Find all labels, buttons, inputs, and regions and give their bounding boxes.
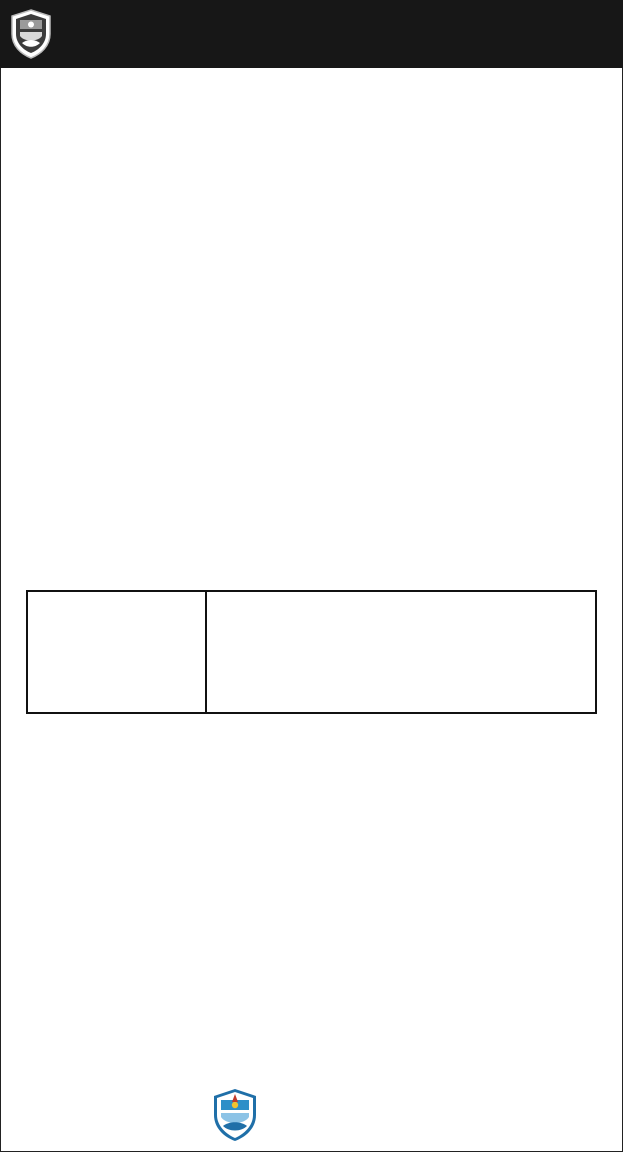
guarantee-table: [26, 590, 597, 714]
table-divider: [205, 592, 207, 712]
header-bar: [0, 0, 623, 68]
municipal-crest-icon: [8, 8, 54, 60]
municipal-shield-icon: [212, 1088, 258, 1142]
